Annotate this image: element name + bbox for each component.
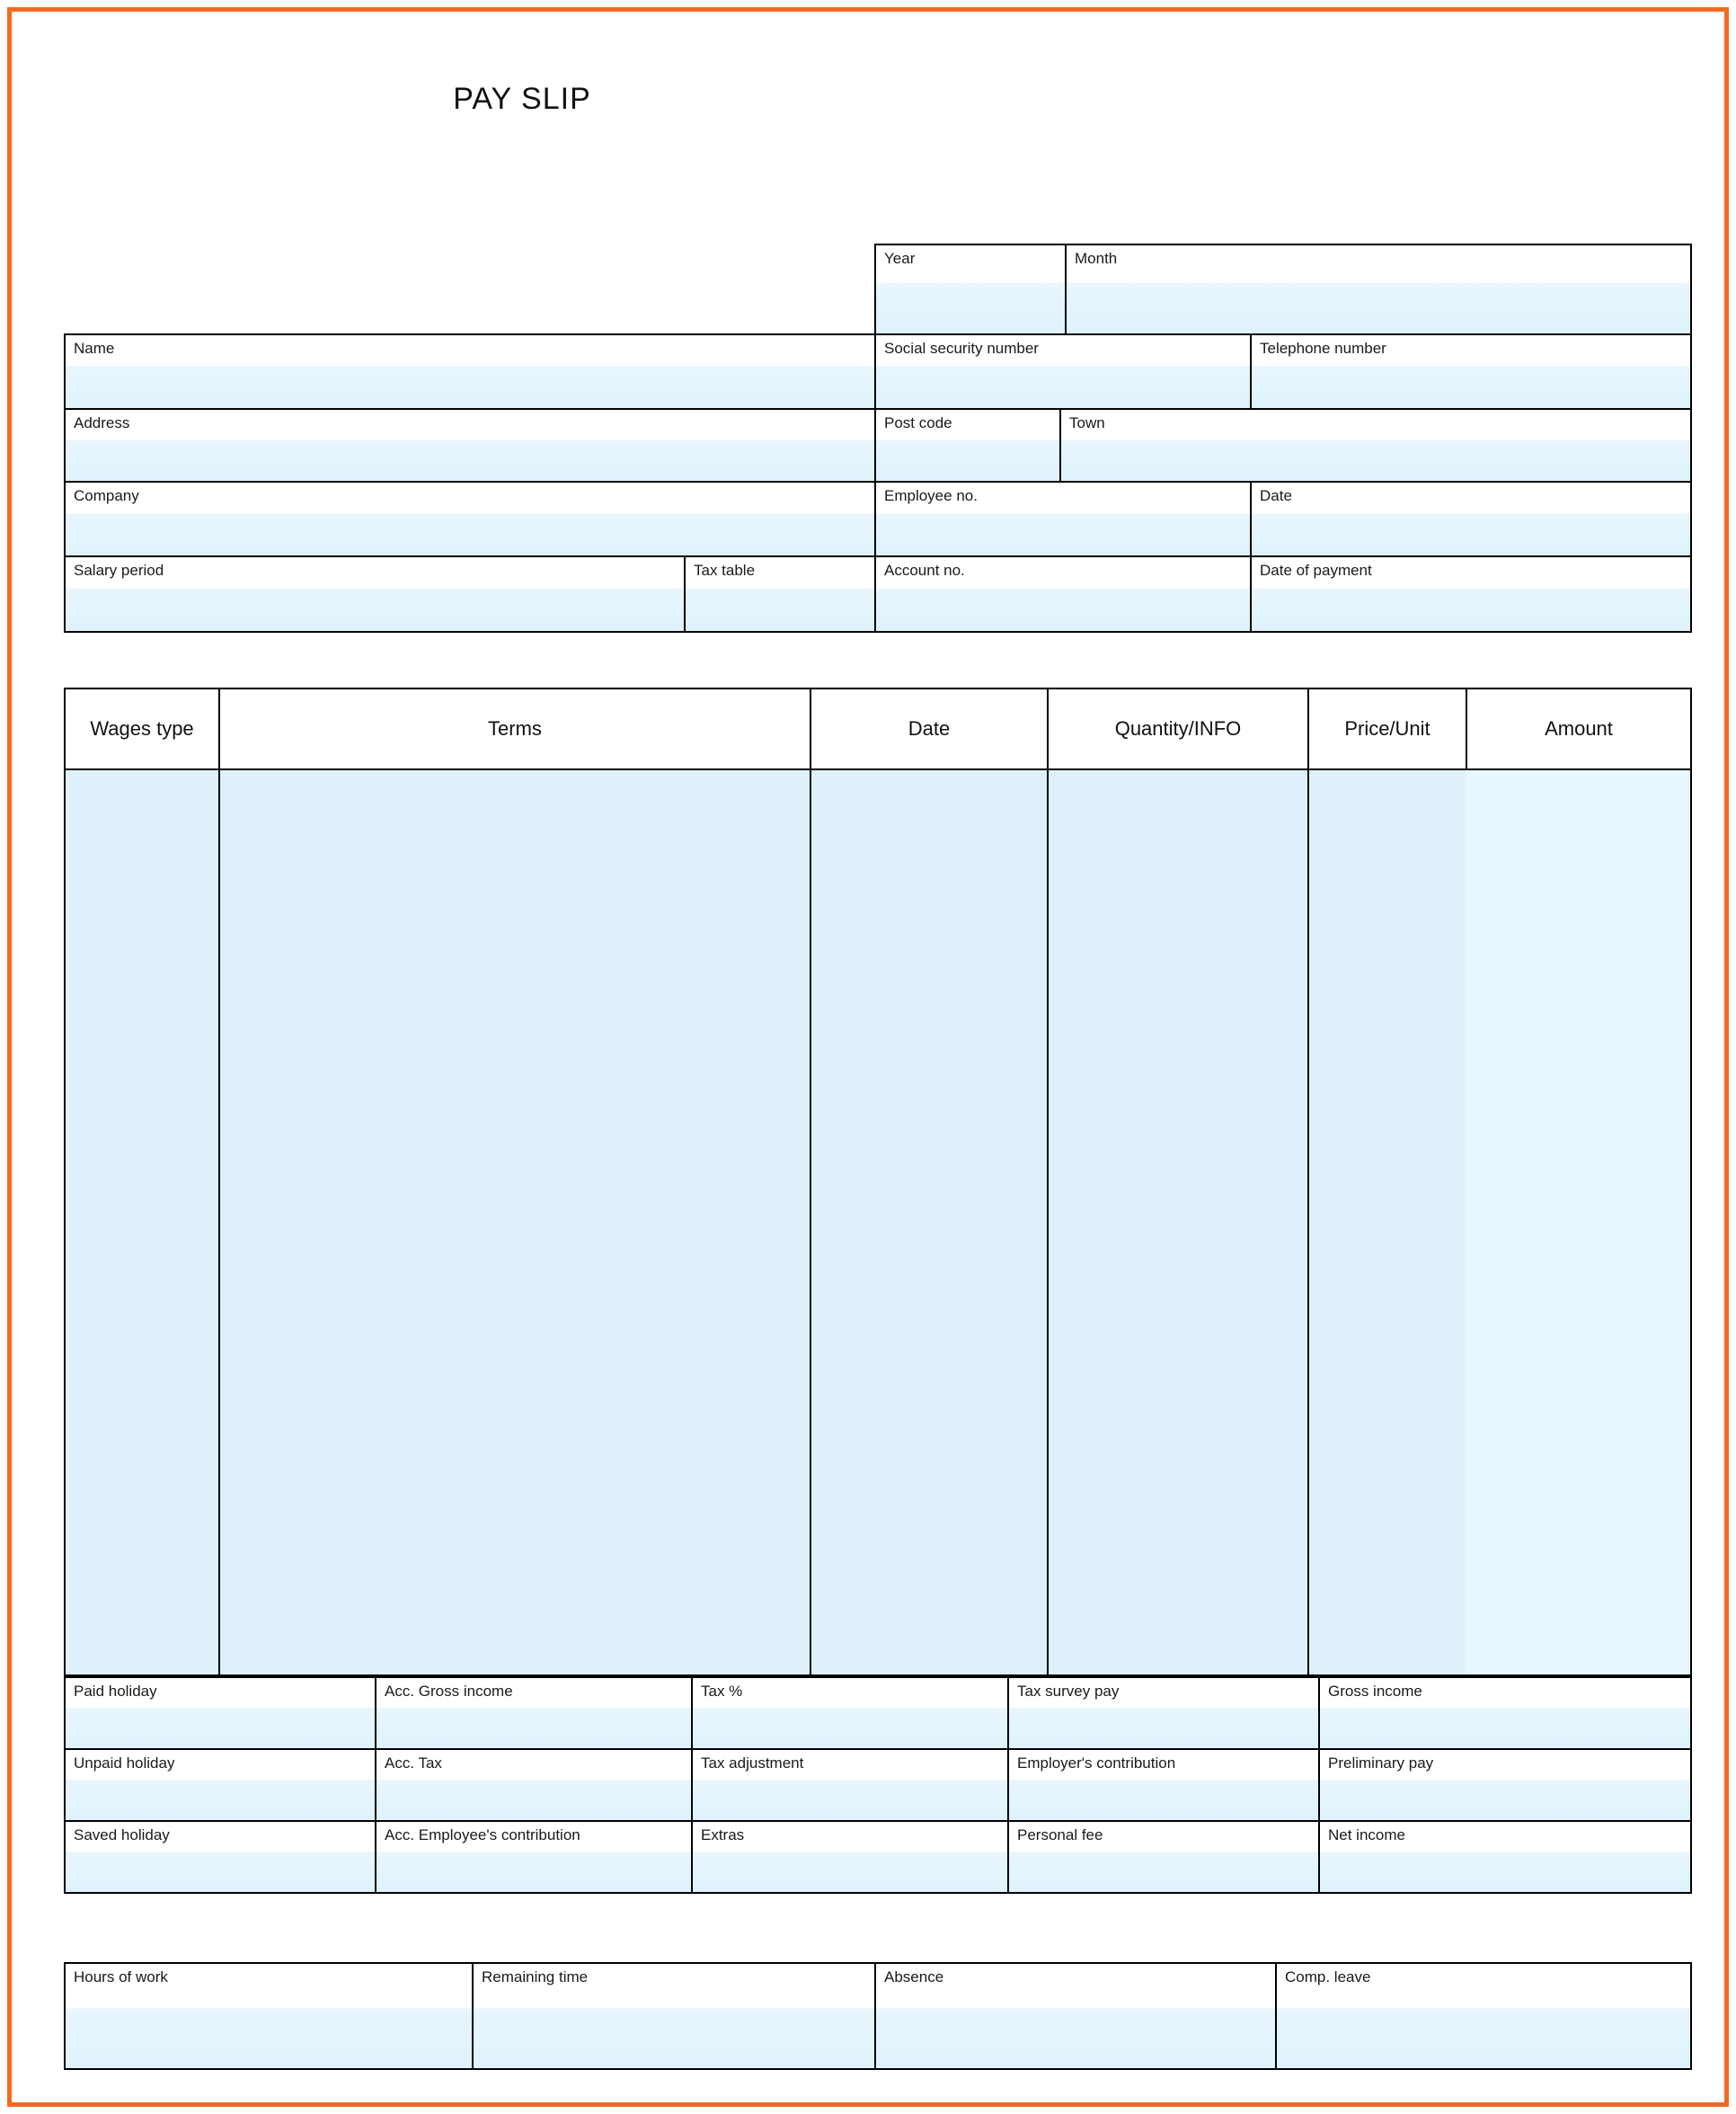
summary-cell-tax-adjustment[interactable] [691, 1748, 1009, 1822]
field-company[interactable] [64, 481, 876, 557]
field-date-of-payment[interactable] [1250, 555, 1692, 633]
table-body-column-amount[interactable] [1466, 768, 1692, 1676]
column-header-date-label: Date [908, 716, 951, 740]
table-body-column-quantity-info[interactable] [1047, 768, 1309, 1676]
wages-table [64, 688, 1692, 1676]
field-salary-period-label: Salary period [74, 562, 164, 579]
field-employee-no[interactable] [874, 481, 1252, 557]
field-telephone-label: Telephone number [1260, 340, 1386, 357]
table-body-column-wages-type[interactable] [64, 768, 220, 1676]
column-header-terms-label: Terms [488, 716, 542, 740]
column-header-price-unit [1307, 688, 1467, 770]
field-account-no[interactable] [874, 555, 1252, 633]
field-telephone-number[interactable] [1250, 333, 1692, 410]
summary-label: Preliminary pay [1328, 1754, 1434, 1772]
summary-label: Personal fee [1017, 1826, 1103, 1843]
summary-label: Gross income [1328, 1683, 1422, 1700]
identity-block [64, 244, 1692, 644]
column-header-amount-label: Amount [1545, 716, 1613, 740]
field-town[interactable] [1059, 408, 1692, 483]
field-year[interactable] [874, 244, 1067, 335]
field-post-code-label: Post code [884, 414, 952, 431]
column-header-quantity-info-label: Quantity/INFO [1114, 716, 1242, 740]
footer-label: Absence [884, 1968, 944, 1985]
summary-cell-paid-holiday[interactable] [64, 1676, 376, 1750]
field-month[interactable] [1065, 244, 1692, 335]
column-header-wages-type [64, 688, 220, 770]
summary-cell-extras[interactable] [691, 1820, 1009, 1894]
summary-label: Tax adjustment [701, 1754, 804, 1772]
summary-label: Net income [1328, 1826, 1405, 1843]
field-ssn-label: Social security number [884, 340, 1039, 357]
summary-label: Acc. Tax [385, 1754, 442, 1772]
footer-cell-remaining-time[interactable] [472, 1962, 876, 2070]
footer-cell-comp-leave[interactable] [1275, 1962, 1692, 2070]
field-post-code[interactable] [874, 408, 1061, 483]
summary-cell-tax-survey-pay[interactable] [1007, 1676, 1320, 1750]
summary-label: Acc. Employee's contribution [385, 1826, 580, 1843]
summary-cell-acc-gross-income[interactable] [375, 1676, 693, 1750]
field-month-label: Month [1075, 250, 1118, 267]
summary-cell-acc-tax[interactable] [375, 1748, 693, 1822]
table-body-column-terms[interactable] [218, 768, 811, 1676]
footer-label: Hours of work [74, 1968, 168, 1985]
summary-cell-employers-contribution[interactable] [1007, 1748, 1320, 1822]
summary-cell-unpaid-holiday[interactable] [64, 1748, 376, 1822]
summary-label: Tax % [701, 1683, 743, 1700]
footer-cell-absence[interactable] [874, 1962, 1277, 2070]
column-header-wages-type-label: Wages type [90, 716, 194, 740]
summary-grid [64, 1676, 1692, 1894]
table-body-column-price-unit[interactable] [1307, 768, 1467, 1676]
field-address[interactable] [64, 408, 876, 483]
summary-label: Extras [701, 1826, 745, 1843]
field-name-label: Name [74, 340, 115, 357]
field-social-security-number[interactable] [874, 333, 1252, 410]
summary-label: Paid holiday [74, 1683, 157, 1700]
field-address-label: Address [74, 414, 130, 431]
field-year-label: Year [884, 250, 916, 267]
footer-label: Remaining time [482, 1968, 589, 1985]
field-tax-table[interactable] [684, 555, 876, 633]
column-header-quantity-info [1047, 688, 1309, 770]
orange-border-frame [7, 7, 1729, 2107]
field-name[interactable] [64, 333, 876, 410]
field-account-no-label: Account no. [884, 562, 965, 579]
summary-cell-net-income[interactable] [1318, 1820, 1692, 1894]
summary-cell-saved-holiday[interactable] [64, 1820, 376, 1894]
summary-cell-acc-employees-contribution[interactable] [375, 1820, 693, 1894]
summary-cell-gross-income[interactable] [1318, 1676, 1692, 1750]
field-tax-table-label: Tax table [694, 562, 756, 579]
summary-label: Unpaid holiday [74, 1754, 175, 1772]
summary-label: Acc. Gross income [385, 1683, 513, 1700]
field-town-label: Town [1069, 414, 1105, 431]
field-company-label: Company [74, 487, 139, 504]
column-header-terms [218, 688, 811, 770]
column-header-price-unit-label: Price/Unit [1344, 716, 1430, 740]
document-sheet [31, 31, 1705, 2083]
field-date[interactable] [1250, 481, 1692, 557]
column-header-amount [1466, 688, 1692, 770]
field-date-label: Date [1260, 487, 1292, 504]
table-body-column-date[interactable] [810, 768, 1049, 1676]
summary-cell-tax-percent[interactable] [691, 1676, 1009, 1750]
column-header-date [810, 688, 1049, 770]
footer-grid [64, 1962, 1692, 2070]
summary-label: Tax survey pay [1017, 1683, 1120, 1700]
page-title: PAY SLIP [453, 82, 591, 116]
footer-cell-hours-of-work[interactable] [64, 1962, 474, 2070]
summary-cell-personal-fee[interactable] [1007, 1820, 1320, 1894]
field-salary-period[interactable] [64, 555, 686, 633]
summary-label: Employer's contribution [1017, 1754, 1176, 1772]
summary-label: Saved holiday [74, 1826, 170, 1843]
field-employee-no-label: Employee no. [884, 487, 978, 504]
field-date-of-payment-label: Date of payment [1260, 562, 1372, 579]
summary-cell-preliminary-pay[interactable] [1318, 1748, 1692, 1822]
footer-label: Comp. leave [1285, 1968, 1371, 1985]
